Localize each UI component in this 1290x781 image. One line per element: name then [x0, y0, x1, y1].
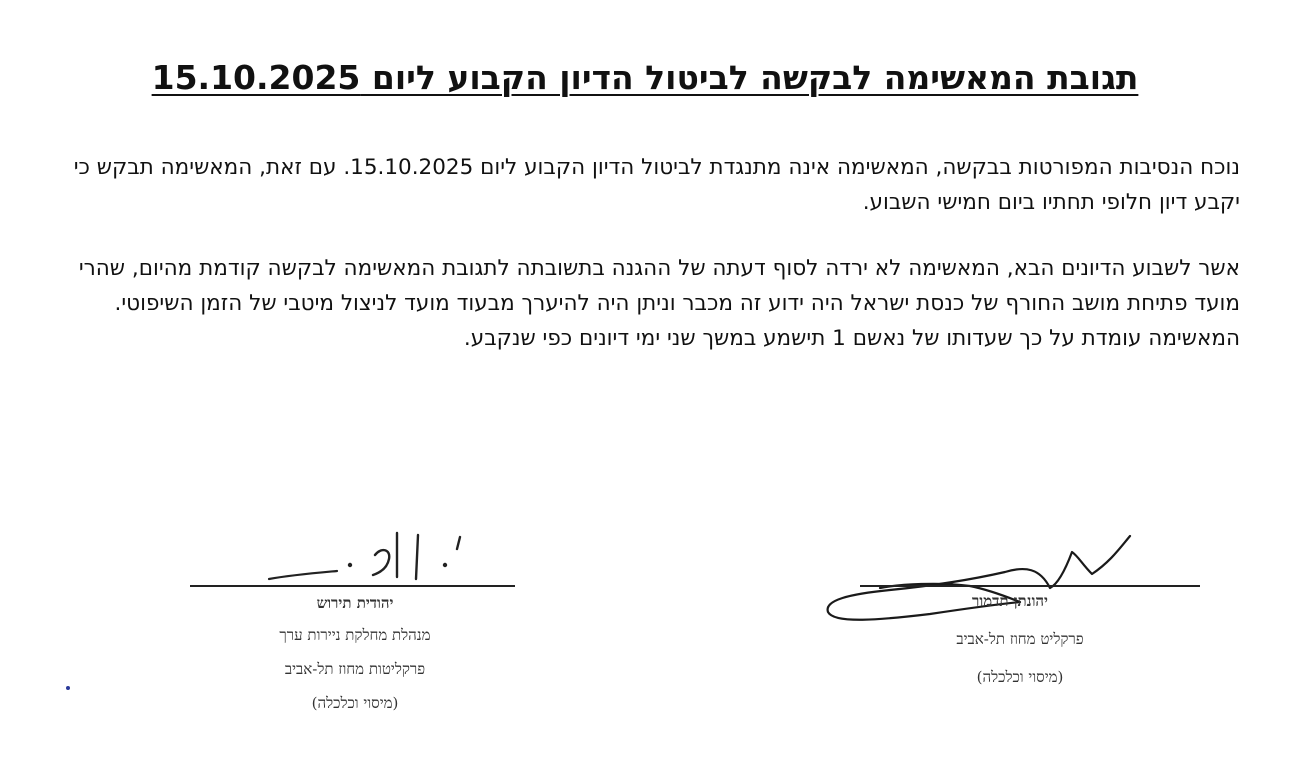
right-signer-role: פרקליט מחוז תל-אביב: [956, 630, 1084, 648]
paragraph-1: נוכח הנסיבות המפורטות בבקשה, המאשימה אינה מתנגדת לביטול הדיון הקבוע ליום 15.10.2025. עם זאת, המאשימה תבקש כי יקבע דיון חלופי תחתיו ביום חמישי השבוע.: [73, 155, 1240, 215]
left-signer-name: יהודית תירוש: [316, 594, 394, 612]
document-title-text: תגובת המאשימה לבקשה לביטול הדיון הקבוע ליום 15.10.2025: [151, 58, 1139, 97]
left-signature-line: [190, 585, 515, 587]
stray-ink-dot: [66, 686, 70, 690]
document-title: [0, 56, 1290, 100]
left-handwritten-signature: [255, 515, 485, 590]
right-signer-name: יהונתן תדמור: [972, 592, 1048, 610]
left-signer-office: פרקליטות מחוז תל-אביב: [284, 660, 426, 678]
left-signer-unit: (מיסוי וכלכלה): [311, 694, 399, 712]
right-signer-unit: (מיסוי וכלכלה): [976, 668, 1064, 686]
right-handwritten-signature: [820, 528, 1150, 628]
paragraph-2: אשר לשבוע הדיונים הבא, המאשימה לא ירדה לסוף דעתה של ההגנה בתשובתה לתגובת המאשימה לבקשה קודמת מהיום, שהרי מועד פתיחת מושב החורף של כנסת ישראל היה ידוע זה מכבר וניתן היה להיערך מבעוד מועד לניצול מיטבי של הזמן השיפוטי. המאשימה עומדת על כך שעדותו של נאשם 1 תישמע במשך שני ימי דיונים כפי שנקבע.: [78, 256, 1240, 351]
right-signature-line: [860, 585, 1200, 587]
left-signer-role: מנהלת מחלקת ניירות ערך: [279, 626, 431, 644]
